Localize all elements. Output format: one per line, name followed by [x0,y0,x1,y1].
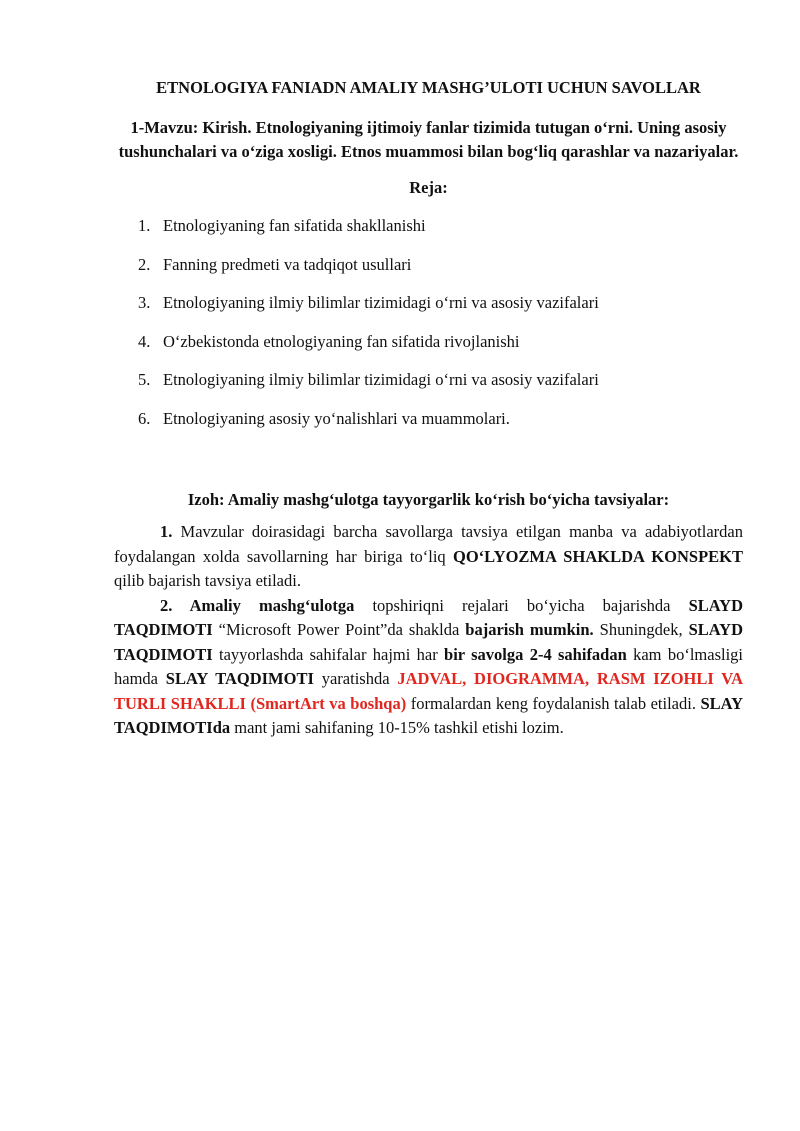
plan-item-text: Etnologiyaning fan sifatida shakllanishi [163,216,426,235]
document-page [114,76,743,741]
plan-item-6 [114,407,743,446]
paragraph-number: 1. [160,522,173,541]
paragraph-text: Mavzular doirasidagi barcha savollarga tavsiya etilgan manba va adabiyotlardan foydalangan xolda savollarning har biriga to‘liq [114,522,743,566]
plan-heading: Reja: [409,178,448,197]
bold-emphasis: SLAYD TAQDIMOTI [114,620,744,664]
plan-item-number: 6. [138,408,151,428]
paragraph-text: topshiriqni rejalari bo‘yicha bajarishda [354,595,689,615]
paragraph-lead: 2. Amaliy mashg‘ulotga [160,595,355,615]
paragraph-text: tayyorlashda sahifalar hajmi har [212,644,445,664]
plan-item-number: 1. [138,216,151,235]
plan-item-1 [114,214,743,253]
plan-item-5 [114,368,743,407]
document-title: ETNOLOGIYA FANIADN AMALIY MASHG’ULOTI UCHUN SAVOLLAR [156,78,701,97]
paragraph-text: mant jami sahifaning 10-15% tashkil etishi lozim. [230,718,564,737]
plan-item-number: 5. [138,370,151,389]
plan-item-text: Etnologiyaning asosiy yo‘nalishlari va muammolari. [163,408,510,428]
plan-item-number: 3. [138,293,151,312]
plan-item-text: Etnologiyaning ilmiy bilimlar tizimidagi o‘rni va asosiy vazifalari [163,293,599,312]
bold-emphasis: bajarish mumkin. [465,620,594,639]
paragraph-text: formalardan keng foydalanish talab etiladi. [406,693,701,713]
plan-item-4 [114,330,743,369]
bold-emphasis: SLAY TAQDIMOTI [165,669,314,688]
bold-emphasis: QO‘LYOZMA SHAKLDA KONSPEKT [453,546,743,566]
red-highlight-text: JADVAL, DIOGRAMMA, RASM IZOHLI VA TURLI SHAKLLI (SmartArt va boshqa) [114,669,744,713]
bold-emphasis: bir savolga 2-4 sahifadan [444,644,627,664]
paragraph-text: Shuningdek, [593,620,689,639]
plan-item-text: Etnologiyaning ilmiy bilimlar tizimidagi o‘rni va asosiy vazifalari [163,370,599,389]
plan-item-text: O‘zbekistonda etnologiyaning fan sifatida rivojlanishi [163,331,520,351]
plan-item-3 [114,291,743,330]
paragraph-text: qilib bajarish tavsiya etiladi. [114,571,301,590]
paragraph-text: yaratishda [313,669,398,688]
plan-item-number: 4. [138,331,151,351]
plan-item-2 [114,253,743,292]
plan-list [114,214,743,445]
recommendation-paragraph-2 [114,594,743,741]
topic-heading: 1-Mavzu: Kirish. Etnologiyaning ijtimoiy fanlar tizimida tutugan o‘rni. Uning asosiy tushunchalari va o‘ziga xosligi. Etnos muammosi bilan bog‘liq qarashlar va nazariyalar. [118,118,739,161]
bold-emphasis: SLAYD TAQDIMOTI [114,595,744,639]
plan-item-text: Fanning predmeti va tadqiqot usullari [163,254,412,274]
paragraph-text: kam bo‘lmasligi hamda [114,644,743,688]
bold-emphasis: SLAY TAQDIMOTIda [114,693,743,737]
note-heading: Izoh: Amaliy mashg‘ulotga tayyorgarlik ko‘rish bo‘yicha tavsiyalar: [187,490,670,509]
paragraph-text: “Microsoft Power Point”da shaklda [212,620,466,639]
plan-item-number: 2. [138,254,151,274]
recommendation-paragraph-1 [114,520,743,594]
